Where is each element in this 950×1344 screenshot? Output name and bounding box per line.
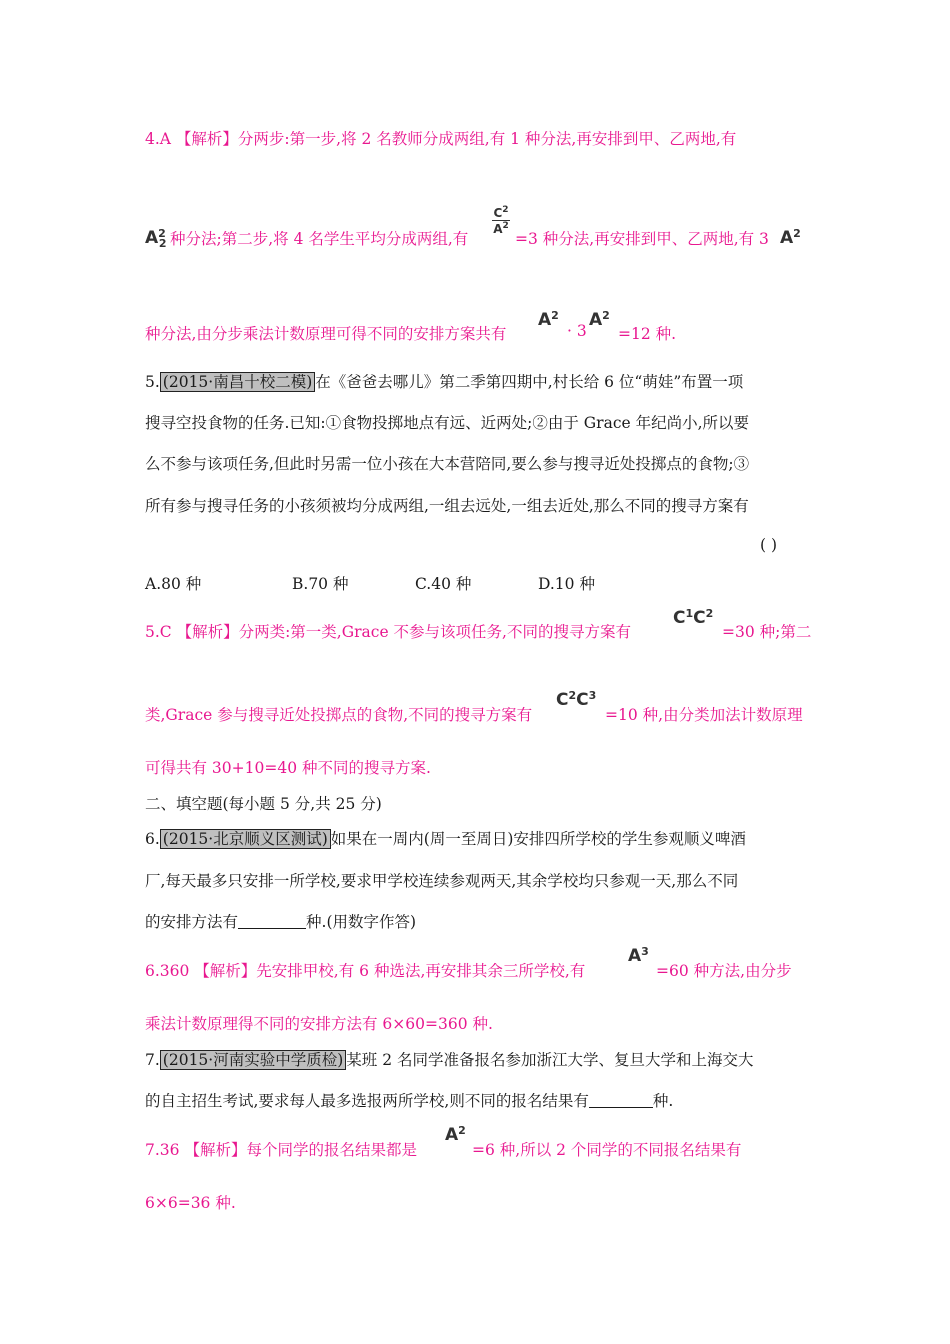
answer-6-line-1b: =60 种方法,由分步: [656, 962, 792, 980]
answer-4-line-3b: · 3: [567, 322, 587, 340]
question-number: 6.: [145, 830, 160, 848]
formula-a22: $A^2_2$: [145, 227, 167, 251]
formula-a22: $A^2$: [589, 309, 610, 331]
question-number: 7.: [145, 1051, 160, 1069]
formula-a22: $A^2$: [538, 309, 559, 331]
answer-parentheses: ( ): [760, 536, 778, 554]
answer-5-line-3: 可得共有 30+10=40 种不同的搜寻方案.: [145, 759, 431, 777]
answer-5-line-1a: 5.C 【解析】分两类:第一类,Grace 不参与该项任务,不同的搜寻方案有: [145, 623, 631, 641]
answer-4-line-2a: 种分法;第二步,将 4 名学生平均分成两组,有: [170, 230, 469, 248]
formula-c52-c33: $C^2C^3$: [556, 689, 597, 711]
question-6-line-3: 的安排方法有 种.(用数字作答): [145, 913, 417, 931]
choice-b: B.70 种: [292, 575, 349, 593]
choice-d: D.10 种: [538, 575, 595, 593]
formula-c51-c42: $C^1C^2$: [673, 607, 714, 629]
answer-5-line-2b: =10 种,由分类加法计数原理: [605, 706, 803, 724]
question-5-line-1: [145, 370, 743, 392]
question-6-line-2: 厂,每天最多只安排一所学校,要求甲学校连续参观两天,其余学校均只参观一天,那么不同: [145, 872, 739, 890]
answer-6-line-1a: 6.360 【解析】先安排甲校,有 6 种选法,再安排其余三所学校,有: [145, 962, 586, 980]
source-tag: (2015·河南实验中学质检): [160, 1050, 346, 1070]
answer-4-line-3a: 种分法,由分步乘法计数原理可得不同的安排方案共有: [145, 325, 507, 343]
question-text: 在《爸爸去哪儿》第二季第四期中,村长给 6 位“萌娃”布置一项: [315, 373, 744, 391]
answer-4-line-2b: =3 种分法,再安排到甲、乙两地,有 3: [515, 230, 769, 248]
question-5-line-2: 搜寻空投食物的任务.已知:①食物投掷地点有远、近两处;②由于 Grace 年纪尚小,所以要: [145, 414, 750, 432]
source-tag: (2015·北京顺义区测试): [160, 829, 331, 849]
answer-5-line-2a: 类,Grace 参与搜寻近处投掷点的食物,不同的搜寻方案有: [145, 706, 533, 724]
question-7-line-1: [145, 1048, 753, 1070]
answer-6-line-2: 乘法计数原理得不同的安排方法有 6×60=360 种.: [145, 1015, 493, 1033]
answer-blank: [238, 914, 306, 929]
answer-7-line-1a: 7.36 【解析】每个同学的报名结果都是: [145, 1141, 417, 1159]
question-7-line-2: 的自主招生考试,要求每人最多选报两所学校,则不同的报名结果有 种.: [145, 1092, 674, 1110]
section-heading: 二、填空题(每小题 5 分,共 25 分): [145, 795, 382, 813]
question-text: 某班 2 名同学准备报名参加浙江大学、复旦大学和上海交大: [346, 1051, 754, 1069]
answer-7-line-2: 6×6=36 种.: [145, 1194, 236, 1212]
formula-a32: $A^2$: [445, 1124, 466, 1146]
answer-blank: [589, 1093, 653, 1108]
question-5-line-4: 所有参与搜寻任务的小孩须被均分成两组,一组去远处,一组去近处,那么不同的搜寻方案有: [145, 497, 749, 515]
choice-c: C.40 种: [415, 575, 472, 593]
choice-a: A.80 种: [145, 575, 202, 593]
answer-4-line-1: 4.A 【解析】分两步:第一步,将 2 名教师分成两组,有 1 种分法,再安排到甲、乙两地,有: [145, 130, 737, 148]
formula-c42-over-a22: $C^2$ $A^2$: [493, 205, 509, 236]
answer-4-line-3c: =12 种.: [618, 325, 677, 343]
answer-5-line-1b: =30 种;第二: [722, 623, 812, 641]
question-6-line-1: [145, 827, 746, 849]
source-tag: (2015·南昌十校二模): [160, 372, 315, 392]
formula-a53: $A^3$: [628, 945, 649, 967]
question-number: 5.: [145, 373, 160, 391]
answer-7-line-1b: =6 种,所以 2 个同学的不同报名结果有: [472, 1141, 742, 1159]
question-5-line-3: 么不参与该项任务,但此时另需一位小孩在大本营陪同,要么参与搜寻近处投掷点的食物;③: [145, 455, 750, 473]
formula-a22: $A^2$: [780, 227, 801, 249]
question-text: 如果在一周内(周一至周日)安排四所学校的学生参观顺义啤酒: [330, 830, 746, 848]
